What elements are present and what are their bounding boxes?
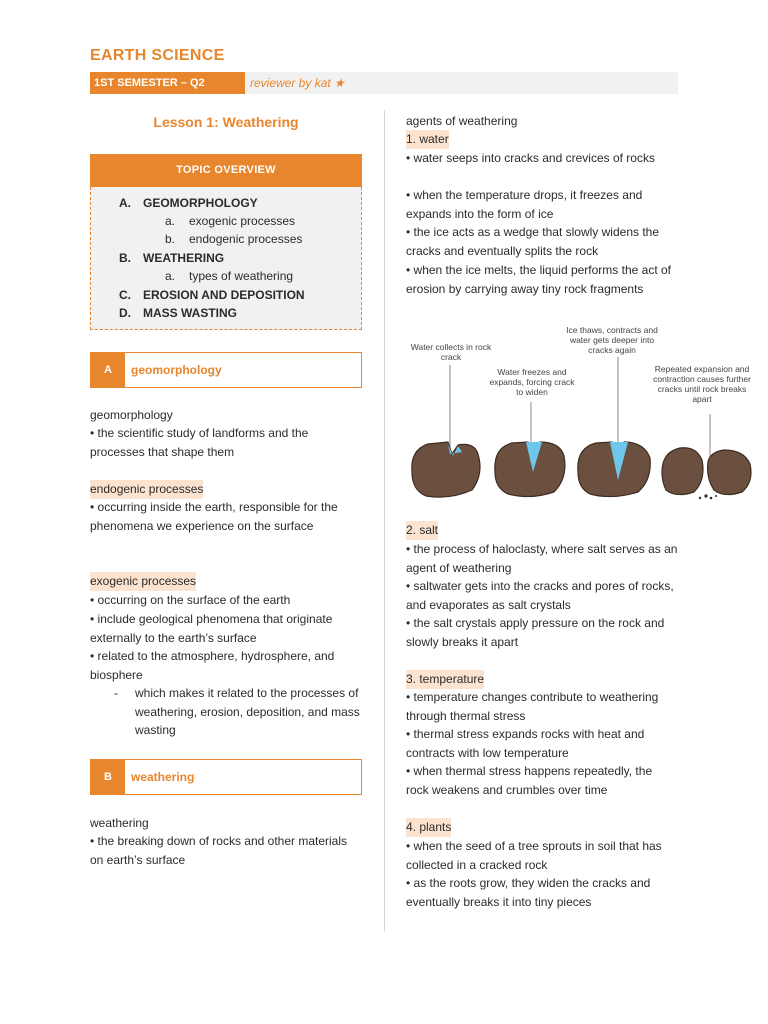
overview-item: a. types of weathering	[165, 269, 294, 283]
water-point: • the ice acts as a wedge that slowly widens the cracks and eventually splits the rock	[406, 225, 660, 258]
column-divider	[384, 110, 385, 932]
temperature-point: • when thermal stress happens repeatedly, the rock weakens and crumbles over time	[406, 764, 653, 797]
sub-bullet-text: which makes it related to the processes of weathering, erosion, deposition, and mass wasting	[135, 686, 360, 738]
section-b-label: weathering	[131, 770, 195, 784]
agents-heading: agents of weathering	[406, 114, 518, 128]
lesson-title: Lesson 1: Weathering	[153, 114, 299, 130]
overview-item: B. WEATHERING	[119, 251, 225, 265]
salt-point: • saltwater gets into the cracks and pores of rocks, and evaporates as salt crystals	[406, 579, 674, 612]
diagram-caption-4: Repeated expansion and contraction causes further cracks until rock breaks apart	[653, 364, 751, 404]
overview-item: b. endogenic processes	[165, 232, 303, 246]
frost-wedging-diagram	[400, 322, 760, 507]
overview-item: D. MASS WASTING	[119, 306, 238, 320]
definition-weathering: • the breaking down of rocks and other materials on earth’s surface	[90, 834, 348, 867]
term-weathering: weathering	[90, 816, 149, 830]
topic-overview-heading: TOPIC OVERVIEW	[90, 154, 362, 187]
agent-plants-title: 4. plants	[406, 818, 451, 837]
section-b-tag: B	[91, 760, 125, 794]
term-exogenic: exogenic processes	[90, 572, 196, 591]
salt-point: • the salt crystals apply pressure on the rock and slowly breaks it apart	[406, 616, 665, 649]
overview-item: C. EROSION AND DEPOSITION	[119, 288, 305, 302]
agent-water-title: 1. water	[406, 130, 449, 149]
definition-geomorphology: • the scientific study of landforms and the processes that shape them	[90, 426, 309, 459]
temperature-point: • temperature changes contribute to weathering through thermal stress	[406, 690, 659, 723]
diagram-caption-2: Water freezes and expands, forcing crack to widen	[489, 367, 575, 397]
rock-illustration	[400, 322, 760, 507]
definition-endogenic: • occurring inside the earth, responsible for the phenomena we experience on the surface	[90, 500, 338, 533]
topic-overview-box	[90, 187, 362, 330]
plants-point: • as the roots grow, they widen the cracks and eventually breaks it into tiny pieces	[406, 876, 651, 909]
definition-exogenic-2: • include geological phenomena that originate externally to the earth’s surface	[90, 612, 333, 645]
water-point: • water seeps into cracks and crevices of rocks	[406, 151, 655, 165]
section-a-tag: A	[91, 353, 125, 387]
semester-tag: 1ST SEMESTER – Q2	[90, 72, 245, 94]
definition-exogenic-1: • occurring on the surface of the earth	[90, 593, 291, 607]
overview-item: a. exogenic processes	[165, 214, 296, 228]
sub-bullet-dash: -	[114, 686, 118, 700]
water-point: • when the ice melts, the liquid performs the act of erosion by carrying away tiny rock fragments	[406, 263, 671, 296]
salt-point: • the process of haloclasty, where salt serves as an agent of weathering	[406, 542, 678, 575]
overview-item: A. GEOMORPHOLOGY	[119, 196, 258, 210]
temperature-point: • thermal stress expands rocks with heat and contracts with low temperature	[406, 727, 645, 760]
section-a-bar	[90, 352, 362, 388]
section-a-label: geomorphology	[131, 363, 222, 377]
agent-salt-title: 2. salt	[406, 521, 438, 540]
term-geomorphology: geomorphology	[90, 408, 173, 422]
term-endogenic: endogenic processes	[90, 480, 203, 499]
section-b-bar	[90, 759, 362, 795]
definition-exogenic-3: • related to the atmosphere, hydrosphere, and biosphere	[90, 649, 335, 682]
diagram-caption-1: Water collects in rock crack	[410, 342, 492, 362]
page-title: EARTH SCIENCE	[90, 47, 225, 64]
plants-point: • when the seed of a tree sprouts in soil that has collected in a cracked rock	[406, 839, 662, 872]
water-point: • when the temperature drops, it freezes and expands into the form of ice	[406, 188, 643, 221]
reviewer-credit: reviewer by kat ★	[250, 76, 345, 90]
agent-temperature-title: 3. temperature	[406, 670, 484, 689]
diagram-caption-3: Ice thaws, contracts and water gets deeper into cracks again	[566, 325, 658, 355]
